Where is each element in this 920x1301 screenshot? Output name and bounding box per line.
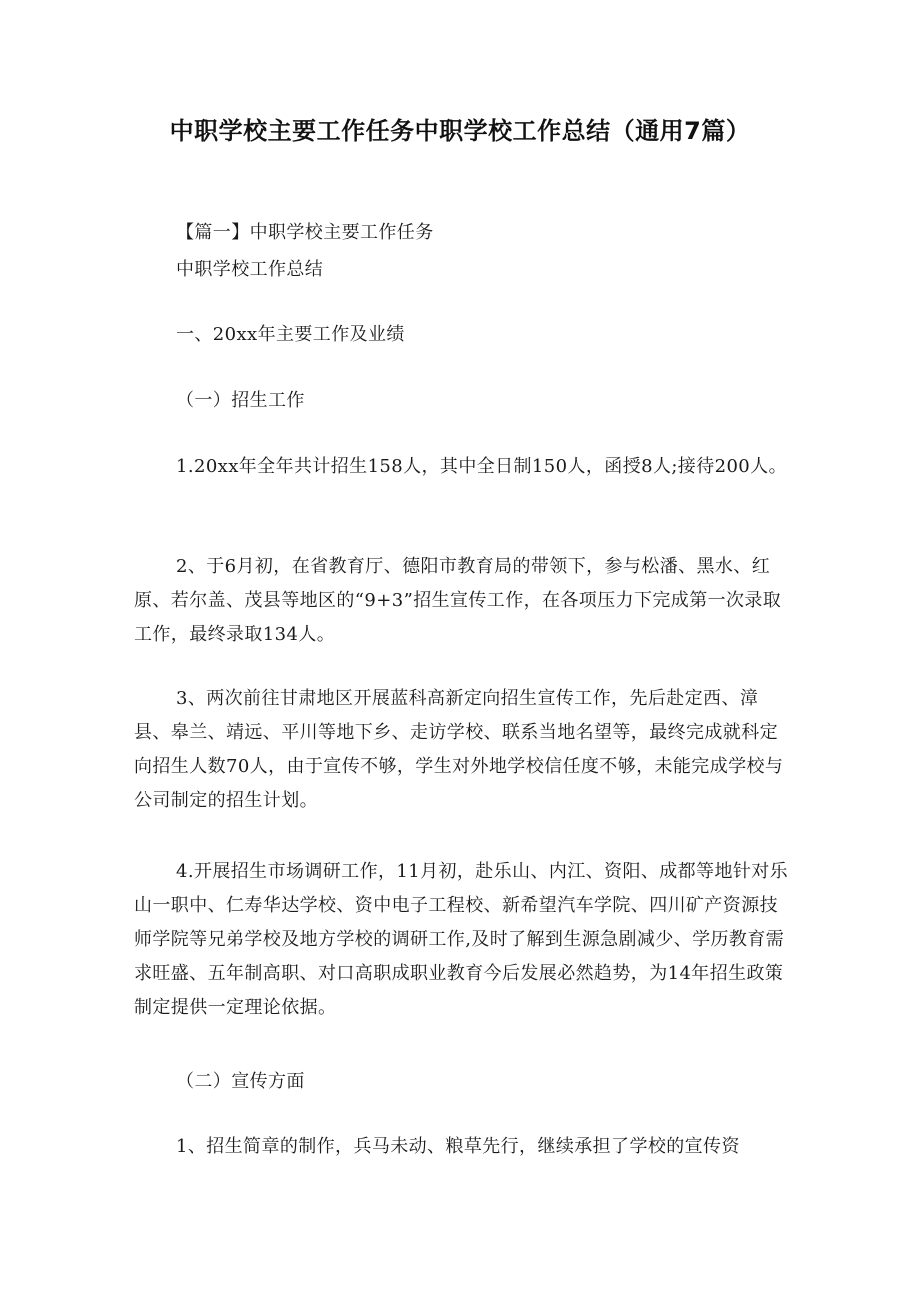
paragraph-text: 3、两次前往甘肃地区开展蓝科高新定向招生宣传工作，先后赴定西、漳县、皋兰、靖远、平川等地下乡、走访学校、联系当地名望等，最终完成就科定向招生人数70人，由于宣传不够，学生对外地学校信任度不够，未能完成学校与公司制定的招生计划。 [134,688,784,811]
paragraph-text: 4.开展招生市场调研工作，11月初，赴乐山、内江、资阳、成都等地针对乐山一职中、仁寿华达学校、资中电子工程校、新希望汽车学院、四川矿产资源技师学院等兄弟学校及地方学校的调研工作,及时了解到生源急剧减少、学历教育需求旺盛、五年制高职、对口高职成职业教育今后发展必然趋势，为14年招生政策制定提供一定理论依据。 [134,861,789,1018]
paragraph [134,550,794,652]
paragraph [134,450,794,484]
heading-1-1: （一）招生工作 [176,390,305,411]
document-title: 中职学校主要工作任务中职学校工作总结（通用7篇） [169,117,751,145]
paragraph-text: 2、于6月初，在省教育厅、德阳市教育局的带领下，参与松潘、黑水、红原、若尔盖、茂县等地区的“9+3”招生宣传工作，在各项压力下完成第一次录取工作，最终录取134人。 [134,556,782,645]
sub-heading: 中职学校工作总结 [176,259,324,280]
section-heading: 【篇一】中职学校主要工作任务 [176,222,434,243]
heading-1-2: （二）宣传方面 [176,1071,305,1092]
paragraph-text: 1.20xx年全年共计招生158人，其中全日制150人，函授8人;接待200人。 [176,456,787,477]
paragraph [134,682,794,818]
paragraph [134,1130,794,1164]
paragraph-text: 1、招生简章的制作，兵马未动、粮草先行，继续承担了学校的宣传资 [176,1136,740,1157]
paragraph [134,855,794,1025]
heading-1: 一、20xx年主要工作及业绩 [176,324,405,345]
